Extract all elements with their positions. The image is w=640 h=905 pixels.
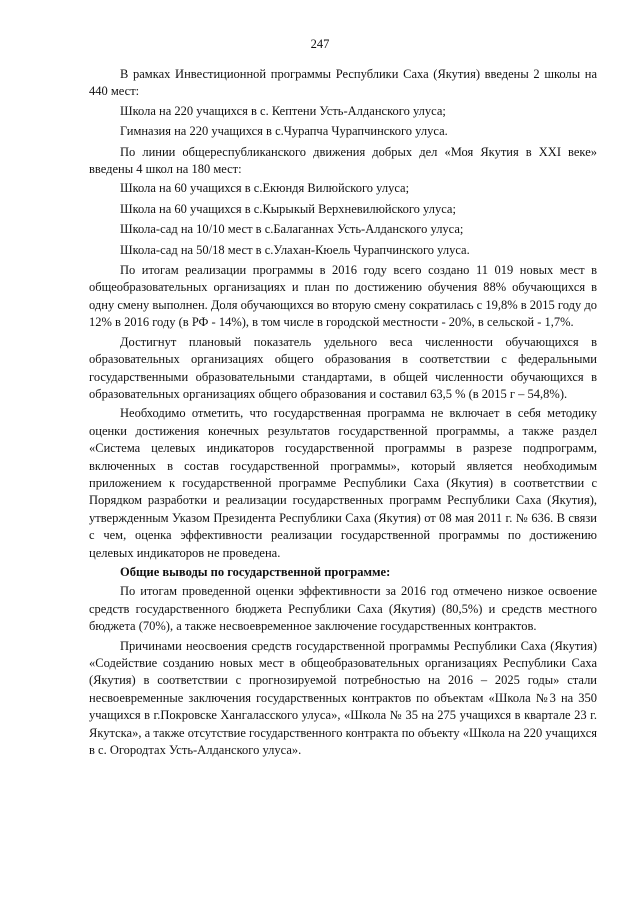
paragraph-underutilization-reasons: Причинами неосвоения средств государственной программы Республики Саха (Якутия) «Содействие созданию новых мест в общеобразовательных организациях Республики Саха (Якутия) в соответствии с прогнозируемой потребностью на 2016 – 2025 годы» стали несвоевременные заключения государственных контрактов по объектам «Школа №3 на 350 учащихся в г.Покровске Хангаласского улуса», «Школа № 35 на 275 учащихся в квартале 23 г. Якутска», а также отсутствие государственного контракта по объекту «Школа на 220 учащихся в с. Огородтах Усть-Алданского улуса». [89, 638, 597, 758]
paragraph-good-deeds-movement: По линии общереспубликанского движения добрых дел «Моя Якутия в XXI веке» введены 4 школ на 180 мест: [89, 144, 597, 177]
paragraph-investment-program: В рамках Инвестиционной программы Республики Саха (Якутия) введены 2 школы на 440 мест: [89, 67, 597, 99]
page-number: 247 [310, 37, 330, 51]
paragraph-efficiency-assessment: По итогам проведенной оценки эффективности за 2016 год отмечено низкое освоение средств государственного бюджета Республики Саха (Якутия) (80,5%) и средств местного бюджета (70%), а также несвоевременное заключение государственных контрактов. [89, 584, 597, 634]
document-body [89, 66, 597, 761]
paragraph-planned-indicator: Достигнут плановый показатель удельного веса численности обучающихся в образовательных организациях общего образования в соответствии с федеральными государственными образовательными стандартами, в общей численности обучающихся в образовательных организациях общего образования и составил 63,5 % (в 2015 г – 54,8%). [89, 334, 597, 401]
paragraph-methodology-note: Необходимо отметить, что государственная программа не включает в себя методику оценки достижения конечных результатов государственной программы, а также раздел «Система целевых индикаторов государственной программы в разрезе подпрограмм, включенных в состав государственной программы», который является необходимым приложением к государственной программе Республики Саха (Якутия) в соответствии с Порядком разработки и реализации государственных программ Республики Саха (Якутия), утвержденным Указом Президента Республики Саха (Якутия) от 08 мая 2011 г. № 636. В связи с чем, оценка эффективности реализации государственной программы по достижению целевых индикаторов не проведена. [89, 406, 597, 560]
list-item-school-ekyundya: Школа на 60 учащихся в с.Екюндя Вилюйского улуса; [120, 181, 410, 196]
list-item-gymnasium-churapcha: Гимназия на 220 учащихся в с.Чурапча Чурапчинского улуса. [120, 124, 448, 139]
section-heading-conclusions: Общие выводы по государственной программе: [120, 564, 391, 579]
list-item-school-kindergarten-ulakhan-kyuel: Школа-сад на 50/18 мест в с.Улахан-Кюель Чурапчинского улуса. [120, 242, 470, 257]
list-item-school-kindergarten-balagannakh: Школа-сад на 10/10 мест в с.Балаганнах Усть-Алданского улуса; [120, 222, 464, 237]
list-item-school-kyrykyy: Школа на 60 учащихся в с.Кырыкый Верхневилюйского улуса; [120, 201, 456, 216]
paragraph-program-results: По итогам реализации программы в 2016 году всего создано 11 019 новых мест в общеобразовательных организациях и план по достижению обучения 88% обучающихся в одну смену выполнен. Доля обучающихся во вторую смену сократилась с 19,8% в 2015 году до 12% в 2016 году (в РФ - 14%), в том числе в городской местности - 20%, в сельской - 1,7%. [89, 263, 597, 330]
list-item-school-kepteni: Школа на 220 учащихся в с. Кептени Усть-Алданского улуса; [120, 103, 446, 118]
